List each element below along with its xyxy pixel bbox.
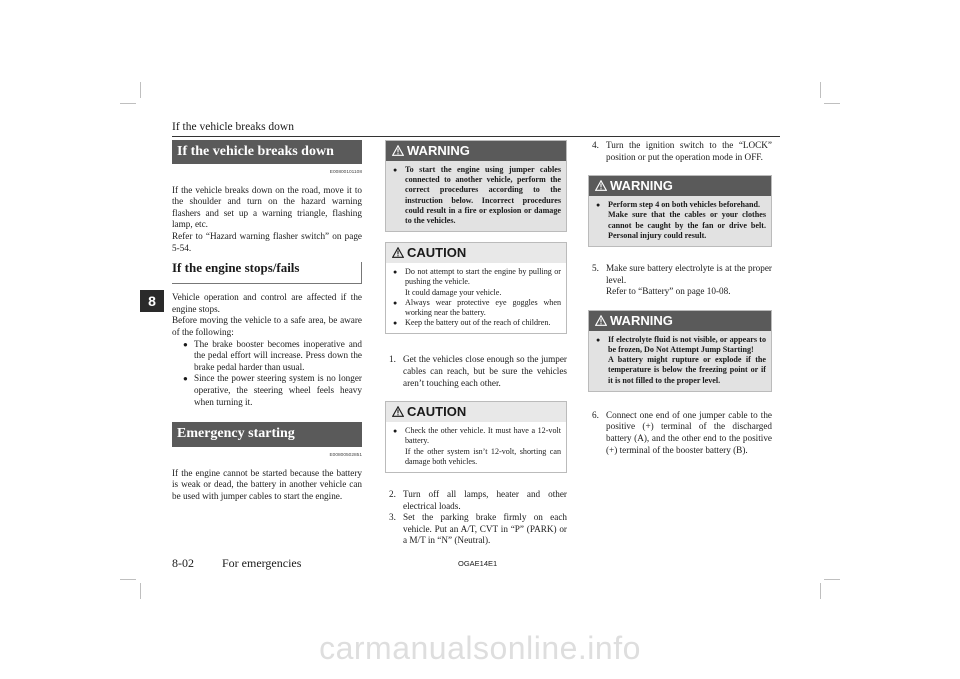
caution-label: CAUTION: [407, 245, 467, 261]
watermark: carmanualsonline.info: [319, 630, 641, 666]
crop-mark: [120, 579, 136, 580]
crop-mark: [824, 579, 840, 580]
step-item: 5. Make sure battery electrolyte is at the proper level. Refer to “Battery” on page 10-08.: [592, 263, 772, 297]
list-item: ● Perform step 4 on both vehicles beforehand. Make sure that the cables or your clothes cannot be caught by the fan or drive belt. Personal injury could result.: [596, 200, 766, 240]
crop-mark: [820, 583, 821, 599]
bullet-icon: ●: [596, 335, 601, 344]
step-list: [588, 410, 772, 456]
list-item: ● If electrolyte fluid is not visible, or appears to be frozen, Do Not Attempt Jump Starting! A battery might rupture or explode if the temperature is below the freezing point or if it is not filled to the proper level.: [596, 334, 766, 385]
running-header: If the vehicle breaks down: [172, 121, 294, 133]
step-list: [385, 489, 567, 547]
list-item: ● Check the other vehicle. It must have a 12-volt battery. If the other system isn’t 12-volt, shorting can damage both vehicles.: [393, 426, 561, 466]
bullet-list: [172, 339, 362, 409]
bullet-icon: ●: [393, 298, 398, 307]
step-item: 3. Set the parking brake firmly on each vehicle. Put an A/T, CVT in “P” (PARK) or a M/T in “N” (Neutral).: [389, 512, 567, 546]
paragraph: If the engine cannot be started because the battery is weak or dead, the battery in another vehicle can be used with jumper cables to start the engine.: [172, 467, 362, 501]
list-item: ● Always wear protective eye goggles when working near the battery.: [393, 297, 561, 318]
warning-triangle-icon: [392, 145, 404, 156]
step-list: [588, 263, 772, 298]
step-list: [385, 354, 567, 389]
section-banner: If the vehicle breaks down: [172, 140, 362, 164]
paragraph: Vehicle operation and control are affected if the engine stops.: [172, 292, 362, 314]
paragraph: Before moving the vehicle to a safe area, be aware of the following:: [172, 315, 362, 337]
step-item: 2. Turn off all lamps, heater and other electrical loads.: [389, 489, 567, 511]
chapter-tab: 8: [140, 290, 164, 312]
section-name: For emergencies: [222, 556, 302, 570]
section-code: E00800101108: [329, 170, 362, 175]
bullet-icon: ●: [183, 374, 188, 384]
caution-triangle-icon: [392, 406, 404, 417]
bullet-icon: ●: [393, 268, 398, 277]
column-1: [172, 140, 362, 502]
list-item: ● The brake booster becomes inoperative and the pedal effort will increase. Press down the brake pedal harder than usual.: [183, 338, 362, 372]
list-item: ● Since the power steering system is no longer operative, the steering wheel feels heavy when turning it.: [183, 373, 362, 407]
column-3: [588, 140, 772, 456]
crop-mark: [140, 82, 141, 98]
list-item: ● Do not attempt to start the engine by pulling or pushing the vehicle. It could damage your vehicle.: [393, 267, 561, 297]
column-2: [385, 140, 567, 547]
warning-box: [588, 310, 772, 392]
section-banner: Emergency starting: [172, 422, 362, 447]
caution-box: [385, 242, 567, 334]
step-item: 6. Connect one end of one jumper cable to the positive (+) terminal of the discharged battery (A), and the other end to the positive (+) terminal of the booster battery (B).: [592, 409, 772, 455]
list-item: ● To start the engine using jumper cables connected to another vehicle, perform the correct procedures according to the instruction below. Incorrect procedures could result in a fire or explosion or damage to the vehicles.: [393, 165, 561, 226]
warning-box: [588, 175, 772, 247]
warning-label: WARNING: [610, 312, 673, 328]
document-code: OGAE14E1: [458, 559, 498, 568]
header-rule: [172, 136, 780, 137]
paragraph: Refer to “Hazard warning flasher switch” on page 5-54.: [172, 230, 362, 253]
warning-label: WARNING: [407, 143, 470, 158]
section-code: E00800502851: [329, 453, 362, 459]
bullet-icon: ●: [393, 319, 398, 328]
step-item: 1. Get the vehicles close enough so the jumper cables can reach, but be sure the vehicles aren’t touching each other.: [389, 354, 567, 388]
caution-triangle-icon: [392, 247, 404, 258]
bullet-icon: ●: [183, 339, 188, 349]
paragraph: If the vehicle breaks down on the road, move it to the shoulder and turn on the hazard warning flashers and set up a warning triangle, flashing lamp, etc.: [172, 184, 362, 230]
warning-box: [385, 140, 567, 232]
step-list: [588, 140, 772, 163]
page-number: 8-02: [172, 556, 194, 570]
warning-triangle-icon: [595, 180, 607, 191]
warning-label: WARNING: [610, 178, 673, 194]
subheading: If the engine stops/fails: [172, 262, 362, 284]
step-item: 4. Turn the ignition switch to the “LOCK” position or put the operation mode in OFF.: [592, 140, 772, 162]
crop-mark: [824, 103, 840, 104]
caution-box: [385, 401, 567, 473]
bullet-icon: ●: [393, 427, 398, 436]
list-item: ● Keep the battery out of the reach of children.: [393, 318, 551, 328]
warning-triangle-icon: [595, 315, 607, 326]
caution-label: CAUTION: [407, 404, 467, 420]
bullet-icon: ●: [596, 201, 601, 210]
bullet-icon: ●: [393, 166, 398, 174]
crop-mark: [120, 103, 136, 104]
crop-mark: [140, 583, 141, 599]
crop-mark: [820, 82, 821, 98]
